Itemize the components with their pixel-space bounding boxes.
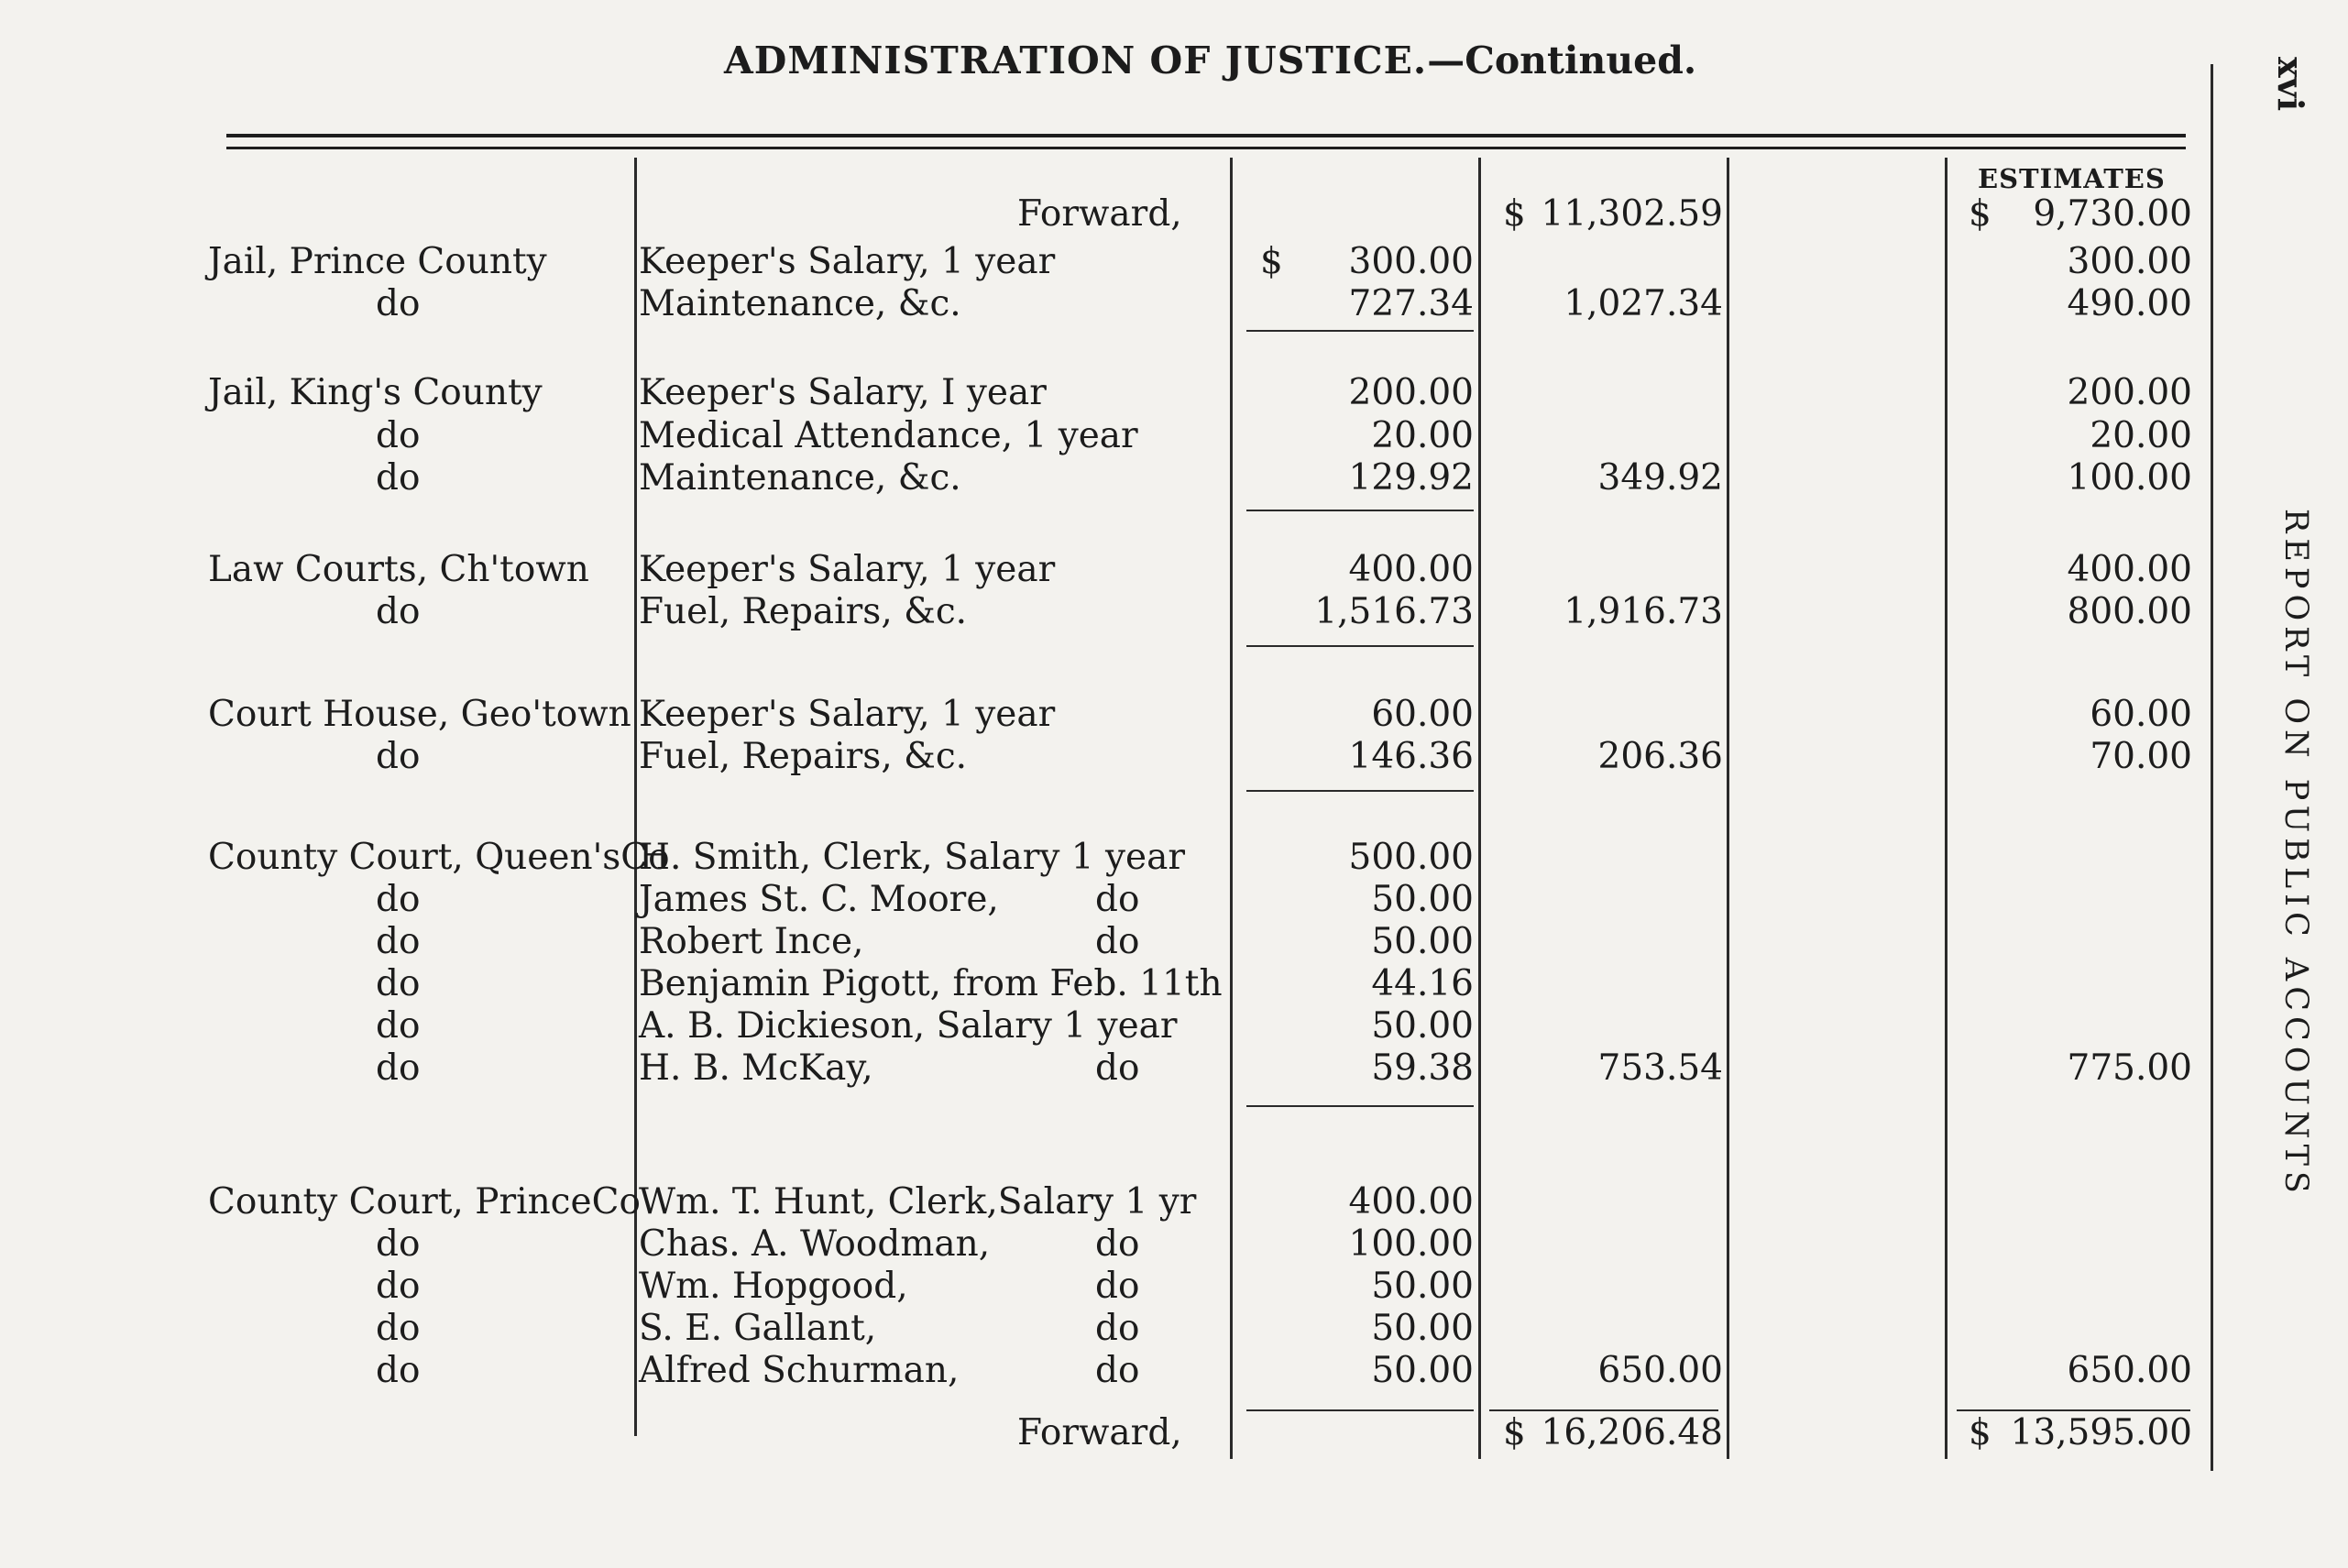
row-description: Benjamin Pigott, from Feb. 11th — [639, 963, 1223, 1004]
table-row — [0, 1307, 2348, 1351]
row-total: 206.36 — [1597, 736, 1723, 777]
row-estimate: 100.00 — [2067, 457, 2192, 499]
forward-in-estimate: 9,730.00 — [2033, 193, 2192, 235]
subtotal-rule — [1246, 510, 1474, 511]
row-description: Fuel, Repairs, &c. — [639, 736, 968, 777]
table-row — [0, 693, 2348, 737]
table-row — [0, 836, 2348, 880]
row-description-ditto: do — [1095, 879, 1140, 920]
table-row — [0, 414, 2348, 458]
row-amount: 1,516.73 — [1314, 591, 1474, 632]
row-total: 349.92 — [1597, 457, 1723, 499]
forward-in-total: 11,302.59 — [1541, 193, 1723, 235]
header-rule-bottom — [226, 147, 2186, 149]
row-label: Law Courts, Ch'town — [208, 549, 589, 590]
row-label: do — [376, 457, 421, 499]
row-estimate: 400.00 — [2067, 549, 2192, 590]
row-amount: 44.16 — [1371, 963, 1474, 1004]
table-row — [0, 240, 2348, 284]
row-estimate: 650.00 — [2067, 1350, 2192, 1391]
row-label: do — [376, 591, 421, 632]
row-label: do — [376, 963, 421, 1004]
row-description: S. E. Gallant, — [639, 1308, 877, 1349]
table-row — [0, 962, 2348, 1006]
row-label: do — [376, 1308, 421, 1349]
table-row — [0, 1349, 2348, 1393]
row-amount: 727.34 — [1348, 283, 1474, 324]
row-label: do — [376, 283, 421, 324]
row-label: County Court, PrinceCo — [208, 1181, 641, 1223]
row-label: County Court, Queen'sCo — [208, 837, 670, 878]
table-row — [0, 282, 2348, 326]
row-amount: 50.00 — [1371, 879, 1474, 920]
row-label: do — [376, 1350, 421, 1391]
row-amount: 400.00 — [1348, 549, 1474, 590]
currency-sign: $ — [1969, 1412, 1991, 1453]
row-estimate: 60.00 — [2090, 694, 2192, 735]
table-row — [0, 878, 2348, 922]
row-description: Wm. T. Hunt, Clerk,Salary 1 yr — [639, 1181, 1197, 1223]
currency-sign: $ — [1503, 193, 1526, 235]
row-description: Robert Ince, — [639, 921, 864, 962]
title-continued: —Continued. — [1427, 38, 1697, 82]
row-description-ditto: do — [1095, 1047, 1140, 1089]
row-description: Keeper's Salary, I year — [639, 372, 1047, 413]
title-main: ADMINISTRATION OF JUSTICE. — [724, 38, 1428, 82]
row-total: 1,027.34 — [1564, 283, 1723, 324]
row-amount: 60.00 — [1371, 694, 1474, 735]
table-row — [0, 1180, 2348, 1224]
row-description-ditto: do — [1095, 1223, 1140, 1265]
row-description: Alfred Schurman, — [639, 1350, 960, 1391]
row-estimate: 20.00 — [2090, 415, 2192, 456]
row-label: Jail, Prince County — [208, 241, 547, 282]
row-description: Medical Attendance, 1 year — [639, 415, 1138, 456]
row-label: do — [376, 879, 421, 920]
currency-sign: $ — [1260, 241, 1283, 282]
table-row — [0, 1004, 2348, 1048]
row-amount: 146.36 — [1348, 736, 1474, 777]
row-amount: 20.00 — [1371, 415, 1474, 456]
row-amount: 59.38 — [1371, 1047, 1474, 1089]
row-label: do — [376, 1047, 421, 1089]
row-amount: 50.00 — [1371, 921, 1474, 962]
row-description: Maintenance, &c. — [639, 457, 961, 499]
forward-out-total: 16,206.48 — [1541, 1412, 1723, 1453]
currency-sign: $ — [1503, 1412, 1526, 1453]
row-description: Keeper's Salary, 1 year — [639, 694, 1056, 735]
forward-out-estimate: 13,595.00 — [2010, 1412, 2192, 1453]
row-total: 1,916.73 — [1564, 591, 1723, 632]
subtotal-rule — [1246, 790, 1474, 792]
row-estimate: 200.00 — [2067, 372, 2192, 413]
table-row — [0, 371, 2348, 415]
row-label: do — [376, 1005, 421, 1047]
row-amount: 200.00 — [1348, 372, 1474, 413]
row-description: Keeper's Salary, 1 year — [639, 549, 1056, 590]
table-row — [0, 1223, 2348, 1266]
row-description: H. Smith, Clerk, Salary 1 year — [639, 837, 1186, 878]
table-row — [0, 1265, 2348, 1309]
row-description-ditto: do — [1095, 1308, 1140, 1349]
row-label: do — [376, 736, 421, 777]
table-row — [0, 920, 2348, 964]
row-description: A. B. Dickieson, Salary 1 year — [639, 1005, 1178, 1047]
row-estimate: 775.00 — [2067, 1047, 2192, 1089]
page-number: xvi — [2270, 57, 2311, 112]
row-description: Maintenance, &c. — [639, 283, 961, 324]
row-label: Jail, King's County — [208, 372, 543, 413]
row-description: Chas. A. Woodman, — [639, 1223, 991, 1265]
row-amount: 400.00 — [1348, 1181, 1474, 1223]
forward-label: Forward, — [1017, 193, 1182, 235]
row-amount: 100.00 — [1348, 1223, 1474, 1265]
row-description-ditto: do — [1095, 1350, 1140, 1391]
estimates-heading: ESTIMATES — [1978, 163, 2166, 194]
running-title: REPORT ON PUBLIC ACCOUNTS — [2277, 509, 2314, 1199]
row-description-ditto: do — [1095, 921, 1140, 962]
row-amount: 50.00 — [1371, 1308, 1474, 1349]
row-amount: 129.92 — [1348, 457, 1474, 499]
row-amount: 300.00 — [1348, 241, 1474, 282]
row-label: do — [376, 415, 421, 456]
row-amount: 500.00 — [1348, 837, 1474, 878]
table-row — [0, 548, 2348, 592]
row-description: Wm. Hopgood, — [639, 1266, 908, 1307]
row-amount: 50.00 — [1371, 1266, 1474, 1307]
header-rule-top — [226, 134, 2186, 137]
row-description: James St. C. Moore, — [639, 879, 999, 920]
row-description-ditto: do — [1095, 1266, 1140, 1307]
row-estimate: 70.00 — [2090, 736, 2192, 777]
subtotal-rule — [1246, 645, 1474, 647]
row-label: do — [376, 1223, 421, 1265]
table-row — [0, 1047, 2348, 1091]
table-row — [0, 456, 2348, 500]
row-total: 753.54 — [1597, 1047, 1723, 1089]
row-description: Fuel, Repairs, &c. — [639, 591, 968, 632]
row-description: Keeper's Salary, 1 year — [639, 241, 1056, 282]
forward-out-row — [0, 1411, 2348, 1455]
forward-in-row — [0, 192, 2348, 236]
page-title — [724, 38, 1696, 82]
row-estimate: 490.00 — [2067, 283, 2192, 324]
subtotal-rule — [1246, 1105, 1474, 1107]
row-estimate: 300.00 — [2067, 241, 2192, 282]
subtotal-rule — [1246, 330, 1474, 332]
forward-label: Forward, — [1017, 1412, 1182, 1453]
row-label: Court House, Geo'town — [208, 694, 631, 735]
row-amount: 50.00 — [1371, 1005, 1474, 1047]
row-amount: 50.00 — [1371, 1350, 1474, 1391]
table-row — [0, 590, 2348, 634]
row-label: do — [376, 1266, 421, 1307]
row-description: H. B. McKay, — [639, 1047, 873, 1089]
table-row — [0, 735, 2348, 779]
row-total: 650.00 — [1597, 1350, 1723, 1391]
currency-sign: $ — [1969, 193, 1991, 235]
row-estimate: 800.00 — [2067, 591, 2192, 632]
row-label: do — [376, 921, 421, 962]
